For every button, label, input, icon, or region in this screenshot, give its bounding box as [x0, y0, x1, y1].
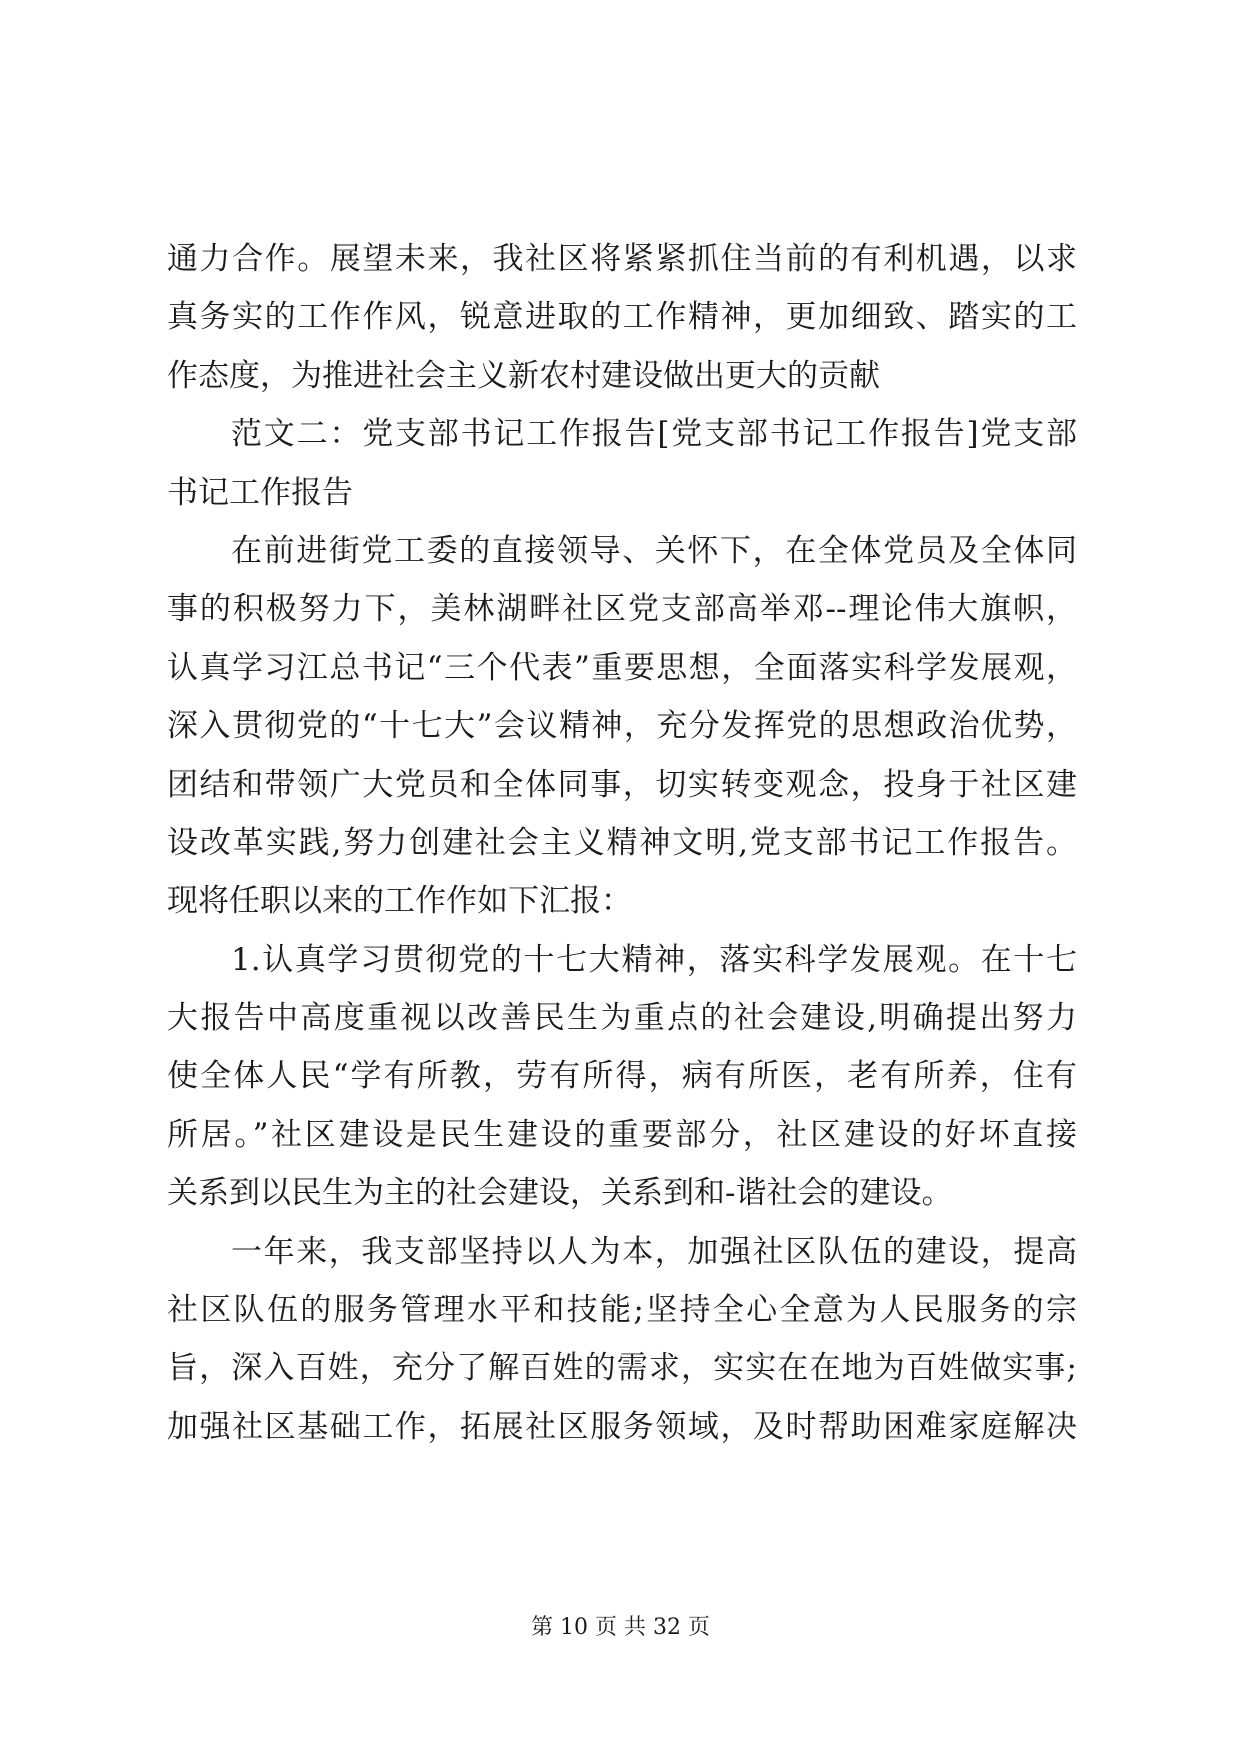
text-line: 在前进街党工委的直接领导、关怀下，在全体党员及全体同	[231, 532, 1077, 569]
text-line: 团结和带领广大党员和全体同事，切实转变观念，投身于社区建	[167, 766, 1077, 803]
text-line: 设改革实践,努力创建社会主义精神文明,党支部书记工作报告。	[167, 824, 1077, 861]
text-line: 所居。”社区建设是民生建设的重要部分，社区建设的好坏直接	[167, 1116, 1077, 1153]
text-line: 事的积极努力下，美林湖畔社区党支部高举邓--理论伟大旗帜，	[167, 591, 1077, 628]
text-line: 作态度，为推进社会主义新农村建设做出更大的贡献	[167, 357, 880, 394]
text-line: 大报告中高度重视以改善民生为重点的社会建设,明确提出努力	[167, 1000, 1077, 1037]
text-line: 现将任职以来的工作作如下汇报：	[167, 883, 632, 920]
text-line: 认真学习江总书记“三个代表”重要思想，全面落实科学发展观，	[167, 649, 1077, 686]
text-line: 通力合作。展望未来，我社区将紧紧抓住当前的有利机遇，以求	[167, 241, 1077, 277]
section-heading-line: 书记工作报告	[167, 474, 353, 511]
text-line: 使全体人民“学有所教，劳有所得，病有所医，老有所养，住有	[167, 1058, 1077, 1095]
text-line: 加强社区基础工作，拓展社区服务领域，及时帮助困难家庭解决	[167, 1408, 1077, 1445]
page-number-footer: 第 10 页 共 32 页	[531, 1615, 710, 1640]
text-line: 1.认真学习贯彻党的十七大精神，落实科学发展观。在十七	[231, 941, 1077, 978]
text-line: 社区队伍的服务管理水平和技能;坚持全心全意为人民服务的宗	[167, 1292, 1077, 1329]
text-line: 关系到以民生为主的社会建设，关系到和-谐社会的建设。	[167, 1175, 953, 1212]
text-line: 真务实的工作作风，锐意进取的工作精神，更加细致、踏实的工	[167, 299, 1077, 336]
text-line: 一年来，我支部坚持以人为本，加强社区队伍的建设，提高	[231, 1233, 1077, 1270]
text-line: 深入贯彻党的“十七大”会议精神，充分发挥党的思想政治优势，	[167, 708, 1077, 745]
text-line: 旨，深入百姓，充分了解百姓的需求，实实在在地为百姓做实事;	[167, 1350, 1077, 1387]
section-heading-line: 范文二：党支部书记工作报告[党支部书记工作报告]党支部	[231, 416, 1077, 453]
document-body	[167, 230, 1077, 1456]
